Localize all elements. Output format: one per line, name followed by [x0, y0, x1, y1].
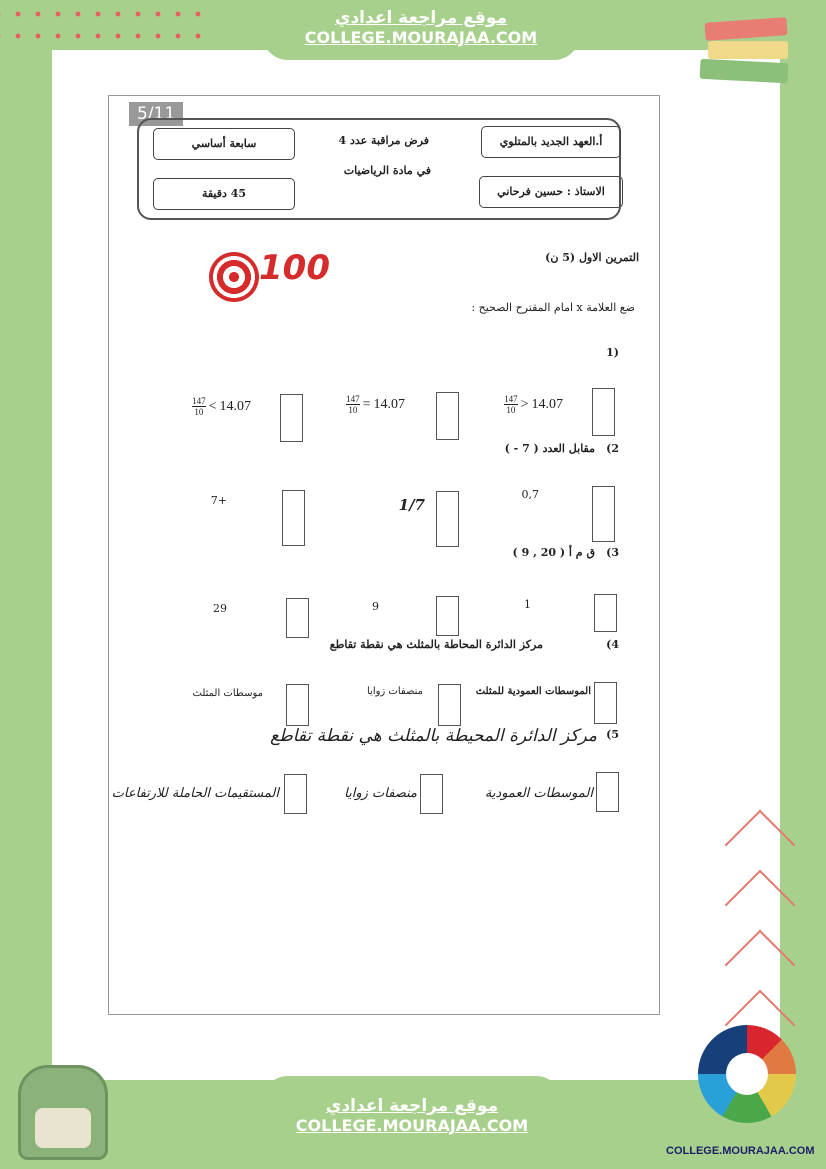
page-counter: 5/11: [129, 102, 183, 126]
badge-100: 100: [259, 248, 330, 288]
exam-subject: في مادة الرياضيات: [343, 164, 431, 177]
school-box: أ.العهد الجديد بالمتلوي: [481, 126, 621, 158]
q5-label: 5): [606, 728, 619, 741]
q2-text: مقابل العدد ( 7 - ): [504, 442, 595, 455]
q1-checkbox-1[interactable]: [592, 388, 615, 436]
q4-option-3: موسطات المثلث: [192, 688, 263, 699]
q3-checkbox-1[interactable]: [594, 594, 617, 632]
teacher-box: الاستاذ : حسين فرحاني: [479, 176, 623, 208]
q1-option-2: $\frac{147}{10}$ = 14.07: [346, 394, 405, 415]
q4-text: مركز الدائرة المحاطة بالمثلث هي نقطة تقاطع: [329, 638, 543, 651]
q3-option-3: 29: [213, 602, 227, 615]
site-name: موقع مراجعة اعدادي: [325, 1096, 499, 1116]
q2-label: 2): [606, 442, 619, 455]
exam-sheet: [108, 95, 660, 1015]
q2-checkbox-3[interactable]: [282, 490, 305, 546]
q1-option-1: $\frac{147}{10}$ > 14.07: [504, 394, 563, 415]
q3-option-2: 9: [372, 600, 379, 613]
q3-checkbox-3[interactable]: [286, 598, 309, 638]
q2-option-1: 0,7: [521, 488, 539, 501]
q5-checkbox-1[interactable]: [596, 772, 619, 812]
q5-checkbox-3[interactable]: [284, 774, 307, 814]
site-logo: [696, 1025, 816, 1135]
q2-option-2: 1/7: [398, 496, 425, 514]
q4-checkbox-3[interactable]: [286, 684, 309, 726]
q3-option-1: 1: [524, 598, 531, 611]
site-banner-bottom[interactable]: [262, 1076, 562, 1156]
q2-checkbox-1[interactable]: [592, 486, 615, 542]
books-icon: [700, 15, 795, 90]
q1-checkbox-2[interactable]: [436, 392, 459, 440]
q2-option-3: +7: [210, 494, 227, 507]
q4-checkbox-2[interactable]: [438, 684, 461, 726]
q5-text: مركز الدائرة المحيطة بالمثلث هي نقطة تقاطع: [270, 726, 597, 746]
site-url[interactable]: COLLEGE.MOURAJAA.COM: [304, 28, 538, 47]
q1-checkbox-3[interactable]: [280, 394, 303, 442]
level-box: سابعة أساسي: [153, 128, 295, 160]
site-logo-text: COLLEGE.MOURAJAA.COM: [666, 1145, 815, 1157]
q4-label: 4): [606, 638, 619, 651]
q3-text: ق م أ ( 20 , 9 ): [512, 546, 595, 559]
exam-title: فرض مراقبة عدد 4: [338, 134, 429, 147]
q5-option-2: منصفات زوايا: [344, 786, 417, 801]
q3-label: 3): [606, 546, 619, 559]
q1-label: (1: [606, 346, 619, 359]
backpack-icon: [18, 1065, 108, 1160]
decorative-dots: [0, 0, 210, 55]
site-url[interactable]: COLLEGE.MOURAJAA.COM: [295, 1116, 529, 1135]
q4-option-2: منصفات زوايا: [366, 686, 423, 697]
instruction: ضع العلامة x امام المقترح الصحيح :: [471, 301, 635, 314]
exam-header: [137, 118, 621, 220]
site-banner-top[interactable]: [262, 0, 580, 60]
q5-option-3: المستقيمات الحاملة للارتفاعات: [111, 786, 279, 801]
q4-option-1: الموسطات العمودية للمثلث: [475, 686, 591, 697]
q1-option-3: $\frac{147}{10}$ < 14.07: [192, 396, 251, 417]
exercise-title: التمرين الاول (5 ن): [545, 251, 639, 264]
site-name: موقع مراجعة اعدادي: [334, 8, 508, 28]
target-100-icon: [209, 248, 329, 304]
q2-checkbox-2[interactable]: [436, 491, 459, 547]
q5-option-1: الموسطات العمودية: [484, 786, 593, 801]
q5-checkbox-2[interactable]: [420, 774, 443, 814]
q4-checkbox-1[interactable]: [594, 682, 617, 724]
q3-checkbox-2[interactable]: [436, 596, 459, 636]
duration-box: 45 دقيقة: [153, 178, 295, 210]
